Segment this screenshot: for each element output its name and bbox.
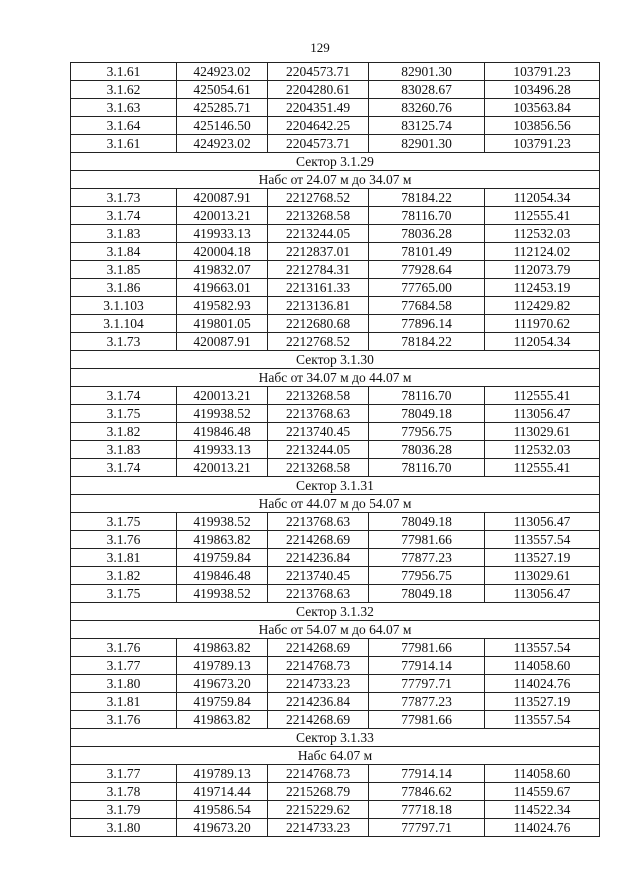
table-row bbox=[71, 711, 600, 729]
point-id-cell: 3.1.76 bbox=[71, 639, 177, 657]
x1-cell: 419933.13 bbox=[177, 441, 268, 459]
y1-cell: 2213268.58 bbox=[268, 207, 369, 225]
point-id-cell: 3.1.73 bbox=[71, 333, 177, 351]
y1-cell: 2213161.33 bbox=[268, 279, 369, 297]
y2-cell: 114058.60 bbox=[485, 765, 600, 783]
x2-cell: 78116.70 bbox=[369, 207, 485, 225]
x1-cell: 420087.91 bbox=[177, 189, 268, 207]
point-id-cell: 3.1.83 bbox=[71, 441, 177, 459]
x1-cell: 420013.21 bbox=[177, 387, 268, 405]
x1-cell: 425054.61 bbox=[177, 81, 268, 99]
x2-cell: 78049.18 bbox=[369, 405, 485, 423]
table-row bbox=[71, 639, 600, 657]
point-id-cell: 3.1.74 bbox=[71, 459, 177, 477]
point-id-cell: 3.1.81 bbox=[71, 693, 177, 711]
point-id-cell: 3.1.79 bbox=[71, 801, 177, 819]
y1-cell: 2213244.05 bbox=[268, 225, 369, 243]
x2-cell: 78184.22 bbox=[369, 189, 485, 207]
y2-cell: 113527.19 bbox=[485, 549, 600, 567]
x2-cell: 78101.49 bbox=[369, 243, 485, 261]
point-id-cell: 3.1.82 bbox=[71, 567, 177, 585]
point-id-cell: 3.1.77 bbox=[71, 657, 177, 675]
table-row bbox=[71, 531, 600, 549]
y1-cell: 2214268.69 bbox=[268, 531, 369, 549]
depth-range: Набс от 54.07 м до 64.07 м bbox=[71, 621, 600, 639]
y2-cell: 113527.19 bbox=[485, 693, 600, 711]
point-id-cell: 3.1.76 bbox=[71, 531, 177, 549]
y1-cell: 2214768.73 bbox=[268, 657, 369, 675]
point-id-cell: 3.1.86 bbox=[71, 279, 177, 297]
y2-cell: 112555.41 bbox=[485, 207, 600, 225]
x2-cell: 83028.67 bbox=[369, 81, 485, 99]
table-row bbox=[71, 225, 600, 243]
y1-cell: 2214768.73 bbox=[268, 765, 369, 783]
table-row bbox=[71, 333, 600, 351]
y1-cell: 2204573.71 bbox=[268, 135, 369, 153]
y2-cell: 103563.84 bbox=[485, 99, 600, 117]
y1-cell: 2214733.23 bbox=[268, 675, 369, 693]
y1-cell: 2214733.23 bbox=[268, 819, 369, 837]
y1-cell: 2213136.81 bbox=[268, 297, 369, 315]
y2-cell: 103791.23 bbox=[485, 135, 600, 153]
table-row bbox=[71, 765, 600, 783]
x1-cell: 419846.48 bbox=[177, 423, 268, 441]
x2-cell: 78036.28 bbox=[369, 225, 485, 243]
y1-cell: 2214236.84 bbox=[268, 549, 369, 567]
y2-cell: 112054.34 bbox=[485, 189, 600, 207]
page-number: 129 bbox=[310, 40, 330, 55]
point-id-cell: 3.1.78 bbox=[71, 783, 177, 801]
y2-cell: 112054.34 bbox=[485, 333, 600, 351]
sector-title: Сектор 3.1.31 bbox=[71, 477, 600, 495]
point-id-cell: 3.1.61 bbox=[71, 63, 177, 81]
table-row bbox=[71, 207, 600, 225]
table-row bbox=[71, 675, 600, 693]
y1-cell: 2213740.45 bbox=[268, 567, 369, 585]
y2-cell: 114058.60 bbox=[485, 657, 600, 675]
y1-cell: 2214268.69 bbox=[268, 639, 369, 657]
depth-range: Набс от 34.07 м до 44.07 м bbox=[71, 369, 600, 387]
point-id-cell: 3.1.64 bbox=[71, 117, 177, 135]
x2-cell: 83125.74 bbox=[369, 117, 485, 135]
y1-cell: 2212837.01 bbox=[268, 243, 369, 261]
table-row bbox=[71, 549, 600, 567]
x1-cell: 425146.50 bbox=[177, 117, 268, 135]
x2-cell: 77765.00 bbox=[369, 279, 485, 297]
coordinates-table-body bbox=[71, 63, 600, 837]
y2-cell: 114522.34 bbox=[485, 801, 600, 819]
y1-cell: 2212768.52 bbox=[268, 189, 369, 207]
y1-cell: 2204642.25 bbox=[268, 117, 369, 135]
x2-cell: 77797.71 bbox=[369, 675, 485, 693]
point-id-cell: 3.1.77 bbox=[71, 765, 177, 783]
x1-cell: 419938.52 bbox=[177, 405, 268, 423]
y2-cell: 113557.54 bbox=[485, 531, 600, 549]
table-row bbox=[71, 315, 600, 333]
table-row bbox=[71, 657, 600, 675]
x2-cell: 83260.76 bbox=[369, 99, 485, 117]
y2-cell: 113029.61 bbox=[485, 567, 600, 585]
y2-cell: 114559.67 bbox=[485, 783, 600, 801]
y2-cell: 111970.62 bbox=[485, 315, 600, 333]
x1-cell: 419938.52 bbox=[177, 585, 268, 603]
y1-cell: 2213768.63 bbox=[268, 585, 369, 603]
x1-cell: 419938.52 bbox=[177, 513, 268, 531]
x2-cell: 78036.28 bbox=[369, 441, 485, 459]
point-id-cell: 3.1.104 bbox=[71, 315, 177, 333]
depth-range: Набс от 24.07 м до 34.07 м bbox=[71, 171, 600, 189]
x1-cell: 419801.05 bbox=[177, 315, 268, 333]
table-row bbox=[71, 297, 600, 315]
point-id-cell: 3.1.75 bbox=[71, 585, 177, 603]
x1-cell: 424923.02 bbox=[177, 135, 268, 153]
table-row bbox=[71, 423, 600, 441]
y2-cell: 114024.76 bbox=[485, 675, 600, 693]
table-row bbox=[71, 819, 600, 837]
y1-cell: 2214268.69 bbox=[268, 711, 369, 729]
table-row bbox=[71, 243, 600, 261]
x2-cell: 78049.18 bbox=[369, 585, 485, 603]
depth-range-row bbox=[71, 621, 600, 639]
y1-cell: 2213768.63 bbox=[268, 405, 369, 423]
y2-cell: 112555.41 bbox=[485, 459, 600, 477]
y2-cell: 113056.47 bbox=[485, 513, 600, 531]
x2-cell: 77914.14 bbox=[369, 657, 485, 675]
y2-cell: 114024.76 bbox=[485, 819, 600, 837]
x2-cell: 77981.66 bbox=[369, 531, 485, 549]
sector-header-row bbox=[71, 729, 600, 747]
sector-header-row bbox=[71, 603, 600, 621]
y1-cell: 2212784.31 bbox=[268, 261, 369, 279]
x1-cell: 420004.18 bbox=[177, 243, 268, 261]
y1-cell: 2213244.05 bbox=[268, 441, 369, 459]
x2-cell: 77877.23 bbox=[369, 693, 485, 711]
y1-cell: 2213768.63 bbox=[268, 513, 369, 531]
x1-cell: 419759.84 bbox=[177, 693, 268, 711]
table-row bbox=[71, 189, 600, 207]
y1-cell: 2212680.68 bbox=[268, 315, 369, 333]
table-row bbox=[71, 405, 600, 423]
x1-cell: 425285.71 bbox=[177, 99, 268, 117]
table-row bbox=[71, 459, 600, 477]
x1-cell: 419663.01 bbox=[177, 279, 268, 297]
table-row bbox=[71, 135, 600, 153]
x2-cell: 77877.23 bbox=[369, 549, 485, 567]
depth-range-row bbox=[71, 495, 600, 513]
y1-cell: 2215229.62 bbox=[268, 801, 369, 819]
x2-cell: 77956.75 bbox=[369, 423, 485, 441]
point-id-cell: 3.1.75 bbox=[71, 513, 177, 531]
y1-cell: 2204280.61 bbox=[268, 81, 369, 99]
point-id-cell: 3.1.63 bbox=[71, 99, 177, 117]
x2-cell: 78116.70 bbox=[369, 459, 485, 477]
x1-cell: 420013.21 bbox=[177, 459, 268, 477]
x2-cell: 82901.30 bbox=[369, 63, 485, 81]
x1-cell: 419863.82 bbox=[177, 639, 268, 657]
x1-cell: 419863.82 bbox=[177, 711, 268, 729]
y2-cell: 103791.23 bbox=[485, 63, 600, 81]
point-id-cell: 3.1.62 bbox=[71, 81, 177, 99]
point-id-cell: 3.1.103 bbox=[71, 297, 177, 315]
table-row bbox=[71, 567, 600, 585]
sector-title: Сектор 3.1.30 bbox=[71, 351, 600, 369]
y2-cell: 112532.03 bbox=[485, 225, 600, 243]
x2-cell: 77718.18 bbox=[369, 801, 485, 819]
sector-title: Сектор 3.1.33 bbox=[71, 729, 600, 747]
table-row bbox=[71, 99, 600, 117]
table-row bbox=[71, 63, 600, 81]
x1-cell: 419789.13 bbox=[177, 765, 268, 783]
y2-cell: 113557.54 bbox=[485, 711, 600, 729]
sector-header-row bbox=[71, 153, 600, 171]
x1-cell: 419846.48 bbox=[177, 567, 268, 585]
y2-cell: 112555.41 bbox=[485, 387, 600, 405]
y2-cell: 103856.56 bbox=[485, 117, 600, 135]
depth-range-row bbox=[71, 747, 600, 765]
x1-cell: 420087.91 bbox=[177, 333, 268, 351]
x1-cell: 419759.84 bbox=[177, 549, 268, 567]
x2-cell: 77981.66 bbox=[369, 639, 485, 657]
point-id-cell: 3.1.83 bbox=[71, 225, 177, 243]
x1-cell: 419586.54 bbox=[177, 801, 268, 819]
y1-cell: 2214236.84 bbox=[268, 693, 369, 711]
table-row bbox=[71, 783, 600, 801]
point-id-cell: 3.1.74 bbox=[71, 207, 177, 225]
y2-cell: 103496.28 bbox=[485, 81, 600, 99]
y2-cell: 113029.61 bbox=[485, 423, 600, 441]
point-id-cell: 3.1.84 bbox=[71, 243, 177, 261]
x2-cell: 82901.30 bbox=[369, 135, 485, 153]
table-row bbox=[71, 387, 600, 405]
x1-cell: 424923.02 bbox=[177, 63, 268, 81]
x2-cell: 78116.70 bbox=[369, 387, 485, 405]
y1-cell: 2204351.49 bbox=[268, 99, 369, 117]
y1-cell: 2212768.52 bbox=[268, 333, 369, 351]
y1-cell: 2204573.71 bbox=[268, 63, 369, 81]
table-row bbox=[71, 513, 600, 531]
point-id-cell: 3.1.61 bbox=[71, 135, 177, 153]
table-row bbox=[71, 441, 600, 459]
y2-cell: 113056.47 bbox=[485, 405, 600, 423]
x2-cell: 77896.14 bbox=[369, 315, 485, 333]
x1-cell: 419673.20 bbox=[177, 675, 268, 693]
y2-cell: 112429.82 bbox=[485, 297, 600, 315]
x1-cell: 419673.20 bbox=[177, 819, 268, 837]
depth-range-row bbox=[71, 369, 600, 387]
table-row bbox=[71, 279, 600, 297]
y1-cell: 2215268.79 bbox=[268, 783, 369, 801]
point-id-cell: 3.1.80 bbox=[71, 819, 177, 837]
x2-cell: 77956.75 bbox=[369, 567, 485, 585]
point-id-cell: 3.1.81 bbox=[71, 549, 177, 567]
point-id-cell: 3.1.74 bbox=[71, 387, 177, 405]
x2-cell: 77914.14 bbox=[369, 765, 485, 783]
x2-cell: 77684.58 bbox=[369, 297, 485, 315]
table-row bbox=[71, 693, 600, 711]
coordinates-table bbox=[70, 62, 600, 837]
point-id-cell: 3.1.82 bbox=[71, 423, 177, 441]
point-id-cell: 3.1.80 bbox=[71, 675, 177, 693]
x2-cell: 77981.66 bbox=[369, 711, 485, 729]
x1-cell: 419714.44 bbox=[177, 783, 268, 801]
x1-cell: 419789.13 bbox=[177, 657, 268, 675]
depth-range: Набс от 44.07 м до 54.07 м bbox=[71, 495, 600, 513]
point-id-cell: 3.1.73 bbox=[71, 189, 177, 207]
sector-title: Сектор 3.1.32 bbox=[71, 603, 600, 621]
sector-header-row bbox=[71, 477, 600, 495]
table-row bbox=[71, 801, 600, 819]
point-id-cell: 3.1.85 bbox=[71, 261, 177, 279]
point-id-cell: 3.1.76 bbox=[71, 711, 177, 729]
x2-cell: 77928.64 bbox=[369, 261, 485, 279]
y1-cell: 2213740.45 bbox=[268, 423, 369, 441]
table-row bbox=[71, 261, 600, 279]
y1-cell: 2213268.58 bbox=[268, 387, 369, 405]
x2-cell: 78049.18 bbox=[369, 513, 485, 531]
depth-range: Набс 64.07 м bbox=[71, 747, 600, 765]
x1-cell: 419832.07 bbox=[177, 261, 268, 279]
table-row bbox=[71, 81, 600, 99]
table-row bbox=[71, 117, 600, 135]
x2-cell: 78184.22 bbox=[369, 333, 485, 351]
y1-cell: 2213268.58 bbox=[268, 459, 369, 477]
x2-cell: 77797.71 bbox=[369, 819, 485, 837]
sector-title: Сектор 3.1.29 bbox=[71, 153, 600, 171]
x1-cell: 419582.93 bbox=[177, 297, 268, 315]
y2-cell: 112073.79 bbox=[485, 261, 600, 279]
sector-header-row bbox=[71, 351, 600, 369]
y2-cell: 113557.54 bbox=[485, 639, 600, 657]
y2-cell: 113056.47 bbox=[485, 585, 600, 603]
y2-cell: 112453.19 bbox=[485, 279, 600, 297]
x2-cell: 77846.62 bbox=[369, 783, 485, 801]
x1-cell: 420013.21 bbox=[177, 207, 268, 225]
point-id-cell: 3.1.75 bbox=[71, 405, 177, 423]
x1-cell: 419933.13 bbox=[177, 225, 268, 243]
table-row bbox=[71, 585, 600, 603]
x1-cell: 419863.82 bbox=[177, 531, 268, 549]
depth-range-row bbox=[71, 171, 600, 189]
y2-cell: 112532.03 bbox=[485, 441, 600, 459]
y2-cell: 112124.02 bbox=[485, 243, 600, 261]
